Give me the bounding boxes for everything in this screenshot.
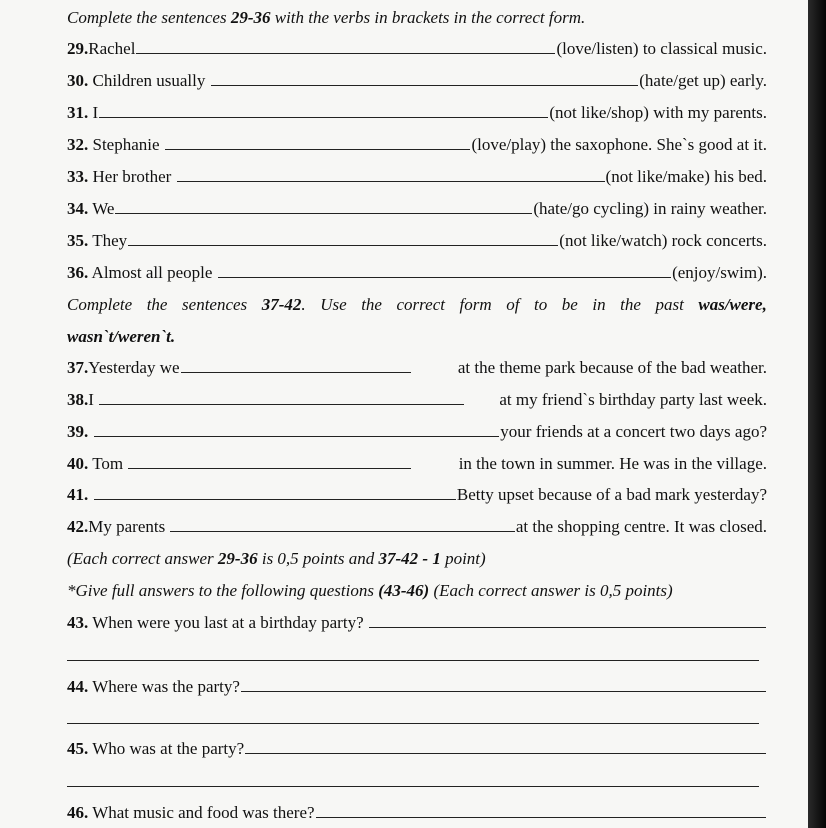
item-number: 30. [67,71,89,90]
question-text: Where was the party? [88,677,240,696]
exercise-item-29 [67,38,767,60]
item-prefix: Children usually [88,71,210,90]
answer-blank[interactable] [128,230,558,246]
item-number: 32. [67,135,89,154]
answer-blank[interactable] [165,134,471,150]
exercise-item-41 [67,484,767,506]
answer-line[interactable] [67,723,759,724]
item-number: 36. [67,263,89,282]
answer-line[interactable] [67,786,759,787]
instruction-text-line2: wasn`t/weren`t. [67,327,176,346]
item-prefix: Her brother [88,167,176,186]
item-number: 29. [67,39,89,58]
item-number: 41. [67,485,89,504]
question-43 [67,612,767,634]
item-prefix: Stephanie [88,135,164,154]
exercise-item-36 [67,262,767,284]
instruction-43-46 [67,580,767,602]
answer-blank[interactable] [115,198,532,214]
item-suffix: (hate/go cycling) in rainy weather. [533,199,767,218]
instruction-text: *Give full answers to the following questions (43-46) (Each correct answer is 0,5 points) [67,581,673,600]
exercise-item-32 [67,134,767,156]
exercise-item-40 [67,453,767,475]
exercise-item-33 [67,166,767,188]
answer-blank[interactable] [177,166,605,182]
item-prefix: My parents [88,517,170,536]
answer-blank[interactable] [128,453,411,469]
answer-line[interactable] [67,660,759,661]
question-text: When were you last at a birthday party? [88,613,368,632]
item-prefix: Tom [88,454,128,473]
item-prefix: I [88,390,99,409]
item-suffix: at the theme park because of the bad weather. [453,358,767,377]
item-suffix: (not like/shop) with my parents. [549,103,767,122]
item-suffix: (not like/make) his bed. [605,167,767,186]
scoring-note [67,548,767,570]
scoring-text: (Each correct answer 29-36 is 0,5 points and 37-42 - 1 point) [67,549,486,568]
item-suffix: your friends at a concert two days ago? [500,422,767,441]
item-suffix: (love/listen) to classical music. [556,39,767,58]
instruction-text: Complete the sentences 29-36 with the verbs in brackets in the correct form. [67,8,586,27]
answer-blank[interactable] [245,738,766,754]
item-suffix: (not like/watch) rock concerts. [559,231,767,250]
exercise-item-31 [67,102,767,124]
item-number: 34. [67,199,89,218]
instruction-29-36 [67,7,767,29]
answer-blank[interactable] [99,102,548,118]
item-prefix: We [88,199,115,218]
item-number: 39. [67,422,89,441]
answer-blank[interactable] [241,676,766,692]
item-number: 43. [67,613,89,632]
page-edge-shadow [808,0,826,828]
question-46 [67,802,767,824]
item-number: 46. [67,803,89,822]
item-prefix [88,484,92,506]
exercise-item-37 [67,357,767,379]
answer-blank[interactable] [136,38,555,54]
item-prefix: Rachel [88,39,136,58]
instruction-37-42-line2 [67,326,767,348]
exercise-item-38 [67,389,767,411]
item-number: 37. [67,358,89,377]
answer-blank[interactable] [218,262,671,278]
answer-blank[interactable] [94,484,456,500]
item-prefix: I [88,103,99,122]
item-number: 33. [67,167,89,186]
item-suffix: at the shopping centre. It was closed. [515,517,767,536]
exercise-item-30 [67,70,767,92]
answer-blank[interactable] [211,70,639,86]
item-suffix: (enjoy/swim). [672,263,767,282]
item-number: 31. [67,103,89,122]
answer-blank[interactable] [181,357,411,373]
item-prefix: They [88,231,128,250]
item-prefix [88,421,92,443]
answer-blank[interactable] [369,612,766,628]
item-number: 35. [67,231,89,250]
question-text: What music and food was there? [88,803,315,822]
item-suffix: (hate/get up) early. [639,71,767,90]
answer-blank[interactable] [99,389,464,405]
item-prefix: Almost all people [88,263,217,282]
item-suffix: Betty upset because of a bad mark yesterday? [456,485,767,504]
item-suffix: (love/play) the saxophone. She`s good at it. [471,135,767,154]
item-number: 44. [67,677,89,696]
answer-blank[interactable] [94,421,500,437]
question-45 [67,738,767,760]
item-number: 38. [67,390,89,409]
item-suffix: at my friend`s birthday party last week. [495,390,767,409]
item-prefix: Yesterday we [88,358,180,377]
exercise-item-35 [67,230,767,252]
item-suffix: in the town in summer. He was in the village. [454,454,767,473]
question-44 [67,676,767,698]
item-number: 40. [67,454,89,473]
instruction-text-line1: Complete the sentences 37-42. Use the correct form of to be in the past was/were, [67,295,767,314]
exercise-item-42 [67,516,767,538]
item-number: 42. [67,517,89,536]
item-number: 45. [67,739,89,758]
question-text: Who was at the party? [88,739,245,758]
instruction-37-42 [67,294,767,316]
answer-blank[interactable] [170,516,514,532]
answer-blank[interactable] [316,802,766,818]
exercise-item-39 [67,421,767,443]
exercise-item-34 [67,198,767,220]
